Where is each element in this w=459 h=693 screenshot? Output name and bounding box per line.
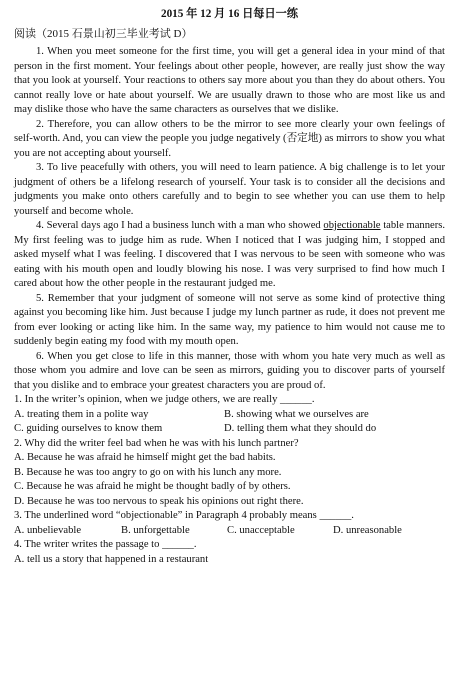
questions <box>14 393 445 567</box>
question-3-stem: 3. The underlined word “objectionable” in Paragraph 4 probably means ______. <box>14 510 354 521</box>
paragraph-3: 3. To live peacefully with others, you will need to learn patience. A big challenge is to let your judgment of others be a lifelong research of yourself. Your task is to consider all the decisions and judgments you make onto others carefully and to begin to see whether you can use them to help yourself and become whole. <box>14 162 445 217</box>
question-3-option-d: D. unreasonable <box>333 524 402 536</box>
section-heading: 阅读（2015 石景山初三毕业考试 D） <box>14 28 193 40</box>
question-3-option-b: B. unforgettable <box>121 524 190 536</box>
paragraph-4 <box>14 219 445 292</box>
question-1-option-a: A. treating them in a polite way <box>14 408 149 420</box>
paragraph-6: 6. When you get close to life in this manner, those with whom you hate very much as well as those whom you admire and love can be seen as mirrors, guiding you to discover parts of yourself that you dislike and to embrace your greatest characters you are proud of. <box>14 350 445 391</box>
page-title: 2015 年 12 月 16 日每日一练 <box>160 8 299 20</box>
paragraph-2: 2. Therefore, you can allow others to be the mirror to see more clearly your own feelings of self-worth. And, you can view the people you judge negatively (否定地) as mirrors to show you what you are not accepting about yourself. <box>14 118 445 159</box>
passage <box>14 45 445 393</box>
question-2-option-c: C. Because he was afraid he might be thought badly of by others. <box>14 481 291 492</box>
question-2-option-b: B. Because he was too angry to go on with his lunch any more. <box>14 466 282 478</box>
question-2 <box>14 437 445 510</box>
question-4 <box>14 538 445 567</box>
question-3 <box>14 509 445 538</box>
question-2-option-a: A. Because he was afraid he himself might get the bad habits. <box>14 452 276 463</box>
paragraph-4-text-end: table manners. My first feeling was to judge him as rude. When I noticed that I was judging him, I stopped and asked myself what I was feeling. I discovered that I was nervous to be seen with someone who was eating with his mouth open and loudly blowing his nose. I was very surprised to find how much I cared about how the other people in the restaurant judged me. <box>14 220 446 289</box>
paragraph-5: 5. Remember that your judgment of someone will not serve as some kind of protective thing against you becoming like him. Just because I judge my lunch partner as rude, it does not prevent me from ever looking or acting like him. In the same way, my patience to him would not cause me to suddenly begin eating my food with my mouth open. <box>14 292 445 347</box>
question-1-options-row-2 <box>14 422 445 437</box>
question-1-options-row-1 <box>14 408 445 423</box>
question-2-stem: 2. Why did the writer feel bad when he was with his lunch partner? <box>14 437 299 449</box>
paragraph-1: 1. When you meet someone for the first time, you will get a general idea in your mind of that person in the first moment. Your feelings about other people, however, are really just show the way that you look at yourself. Your reactions to others say more about you than they do about others. You cannot really love or hate about yourself. We are usually drawn to those who are most like us and may dislike those who have the same characters as ourselves that we dislike. <box>14 46 445 115</box>
question-2-option-d: D. Because he was too nervous to speak his opinions out right there. <box>14 495 304 507</box>
question-3-option-a: A. unbelievable <box>14 524 82 536</box>
question-1-option-b: B. showing what we ourselves are <box>224 408 369 420</box>
paragraph-4-text-start: 4. Several days ago I had a business lunch with a man who showed <box>36 220 324 231</box>
question-1-option-c: C. guiding ourselves to know them <box>14 423 163 434</box>
question-4-option-a: A. tell us a story that happened in a restaurant <box>14 553 209 565</box>
question-1-option-d: D. telling them what they should do <box>224 423 377 434</box>
question-4-stem: 4. The writer writes the passage to ______. <box>14 539 197 550</box>
underlined-word: objectionable <box>323 220 381 231</box>
question-1-stem: 1. In the writer’s opinion, when we judge others, we are really ______. <box>14 394 315 405</box>
question-1 <box>14 393 445 437</box>
question-3-option-c: C. unacceptable <box>227 524 295 536</box>
question-3-options <box>14 524 445 539</box>
